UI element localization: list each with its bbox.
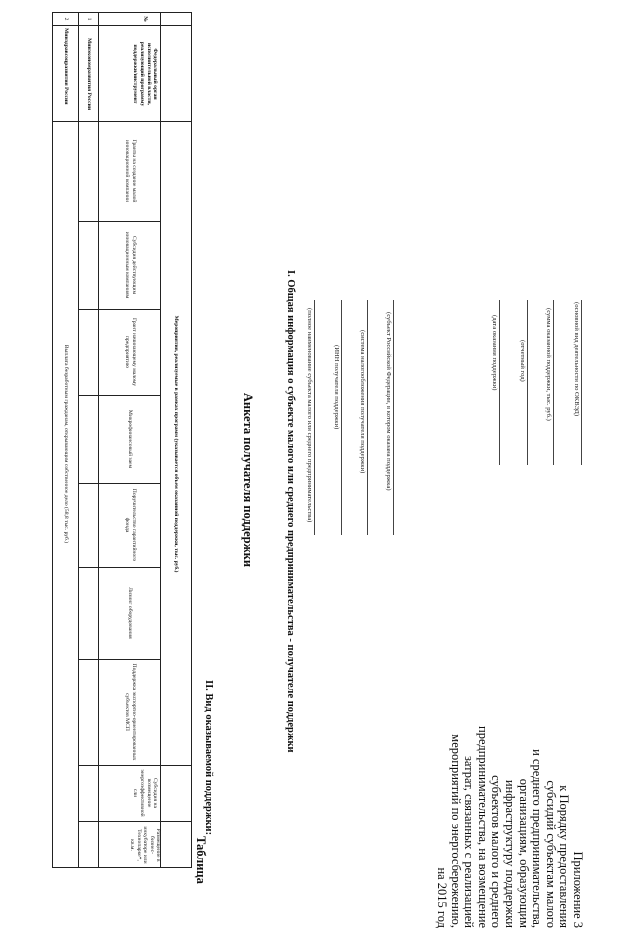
- support-table: [52, 12, 192, 868]
- appendix-line: затрат, связанных с реализацией: [462, 755, 477, 928]
- col-header: Гранты на создание малой инновационной компании: [124, 139, 137, 203]
- table-rule: [53, 121, 191, 122]
- header-organ: Федеральный орган исполнительной власти, реализующий программу поддержки/инструмент: [132, 41, 159, 107]
- row-organ: Минэкономразвития России: [86, 37, 93, 111]
- table-rule: [79, 659, 161, 660]
- row-note: Выплата безработным гражданам, открывающим собственное дело (58,8 тыс. руб.): [63, 344, 70, 544]
- appendix-line: к Порядку предоставления: [557, 785, 572, 928]
- field-line: [367, 300, 368, 535]
- row-num: 1: [86, 17, 93, 21]
- table-rule: [79, 221, 161, 222]
- table-rule: [79, 765, 191, 766]
- appendix-line: организациям, образующим: [516, 778, 531, 928]
- appendix-line: и среднего предпринимательства,: [530, 749, 545, 928]
- header-num: №: [142, 16, 149, 22]
- appendix-line: на 2015 год: [435, 867, 450, 928]
- col-header: Поддержка экспортно-ориентированных субъектов МСП: [124, 663, 137, 761]
- col-header: Поручительство гарантийного фонда: [124, 488, 137, 562]
- field-caption: (дата оказания поддержки): [491, 315, 498, 391]
- table-rule: [98, 13, 99, 867]
- table-rule: [79, 395, 161, 396]
- appendix-line: Приложение 3: [571, 851, 585, 928]
- header-measures: Мероприятия, реализуемые в рамках программ (указывается объем оказанной поддержки, тыс. руб.): [173, 315, 180, 573]
- field-line: [393, 300, 394, 535]
- appendix-line: инфраструктуру поддержки: [503, 779, 518, 928]
- col-header: Субсидия на возмещение энергоэффективной сли: [132, 769, 159, 817]
- field-line: [527, 300, 528, 465]
- col-header: Грант начинающему малому предприятию: [124, 317, 137, 387]
- table-rule: [53, 25, 191, 26]
- col-header: Лизинг оборудования: [127, 587, 134, 639]
- table-label: Таблица: [194, 836, 208, 884]
- col-header: Микрофинансовый заем: [127, 409, 134, 469]
- field-line: [553, 300, 554, 465]
- row-organ: Минздравсоцразвития России: [63, 28, 70, 105]
- section1-heading: I. Общая информация о субъекте малого или среднего предпринимательства - получателе поддержки: [285, 270, 296, 753]
- field-line: [314, 300, 315, 535]
- field-line: [581, 300, 582, 465]
- document-title: Анкета получателя поддержки: [241, 392, 255, 568]
- field-caption: (основной вид деятельности по ОКВЭД): [573, 302, 580, 417]
- appendix-line: субъектов малого и среднего: [489, 775, 504, 928]
- appendix-line: субсидий субъектам малого: [543, 780, 558, 928]
- appendix-line: предпринимательства, на возмещение: [475, 726, 490, 928]
- row-num: 2: [63, 17, 70, 21]
- field-caption: (субъект Российской Федерации, в котором оказана поддержка): [385, 312, 392, 491]
- field-caption: (ИНН получателя поддержки): [333, 345, 340, 430]
- col-header: Размещение в бизнес-инкубаторе или Технопарке*, кв.м.: [129, 826, 162, 864]
- table-rule: [79, 483, 161, 484]
- field-line: [499, 300, 500, 465]
- appendix-block: [434, 648, 584, 928]
- field-caption: (сумма оказанной поддержки, тыс. руб.): [545, 308, 552, 421]
- appendix-line: мероприятий по энергосбережению,: [448, 734, 463, 928]
- field-caption: (полное наименование субъекта малого или среднего предпринимательства): [306, 308, 313, 523]
- field-caption: (система налогообложения получателя поддержки): [359, 330, 366, 474]
- field-line: [341, 300, 342, 535]
- section2-heading: II. Вид оказываемой поддержки:: [203, 680, 214, 836]
- col-header: Субсидия действующим инновационным компаниям: [124, 231, 137, 299]
- table-rule: [79, 821, 191, 822]
- field-caption: (отчетный год): [519, 340, 526, 382]
- table-rule: [79, 309, 161, 310]
- table-rule: [79, 567, 161, 568]
